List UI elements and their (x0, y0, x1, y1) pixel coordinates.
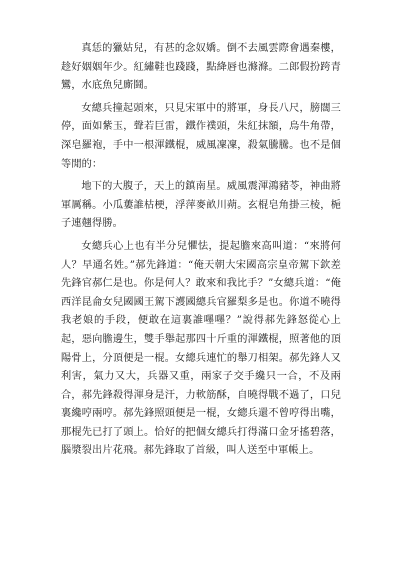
paragraph-1: 真恁的獵姑兒，有甚的念奴嬌。倒不去風雲際會遇秦樓，趁好姻姻年少。紅繡鞋也踐踐，點絳唇也滌滌。二郎假扮跨青鸞，水底魚兒廝鬪。 (61, 43, 341, 92)
paragraph-2: 女總兵撞起頭來，只見宋軍中的將軍，身長八尺，膀闊三停，面如紫玉，聲若巨雷，鐵作襆頭，朱紅抹額，烏牛角帶，深皂羅袍，手中一根渾鐵棍，威風凜凜，殺氣騰騰。也不是個等閒的： (61, 102, 341, 170)
paragraph-4: 女總兵心上也有半分兒懼怯，提起膽來高叫道：“來將何人？早通名姓。”郝先鋒道：“俺天朝大宋國高宗皇帝駕下欽差先鋒官郝仁是也。你是何人？敢來和我比手？”女總兵道：“俺西洋昆侖女兒國國王駕下護國總兵官羅梨多是也。你道不曉得我老娘的手段，便敢在這裏誰嚜嚜？”說得郝先鋒怒從心上起，惡向膽邊生，雙手舉起那四十斤重的渾鐵棍，照著他的頂陽骨上，分頂便是一棍。女總兵連忙的舉刀相架。郝先鋒人又利害，氣力又大，兵器又重，兩家子交手纔只一合，不及兩合，郝先鋒殺得渾身是汗，力軟筋酥，自曉得戰不過了，口兒裏纔哼兩哼。郝先鋒照頭便是一棍，女總兵還不曾哼得出嘴，那棍先已打了頭上。恰好的把個女總兵打得滿口金牙搖碧落，腦漿裂出片花飛。郝先鋒取了首級，叫人送至中軍帳上。 (61, 240, 341, 457)
document-body (61, 40, 341, 465)
paragraph-3: 地下的大腹子，天上的鎮南星。威風震渾鴻豬苓，神曲將軍厲稱。小瓜蔞誰枯梗，浮萍麥畝川蒴。玄棍皂角掛三棱，梔子連翹得勝。 (61, 181, 341, 230)
